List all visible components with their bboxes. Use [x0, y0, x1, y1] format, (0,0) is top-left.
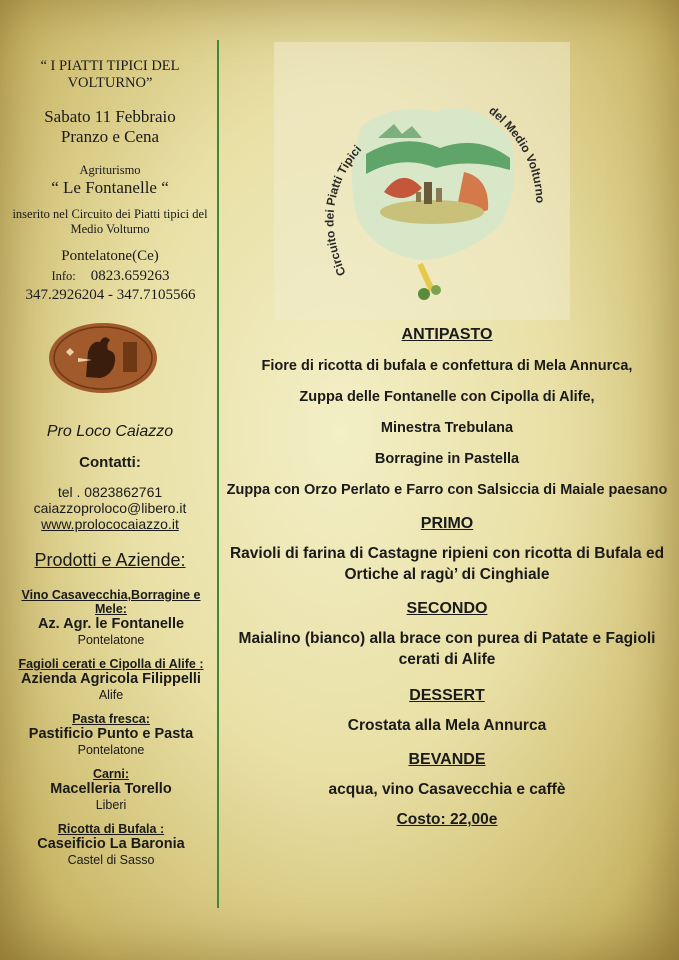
product-category: Carni:: [92, 767, 130, 781]
dish-antipasto-1: Fiore di ricotta di bufala e confettura di Mela Annurca,: [261, 358, 633, 374]
column-divider: [217, 40, 219, 908]
product-list: [8, 588, 214, 877]
product-company: Caseificio La Baronia: [37, 836, 185, 852]
meals-line: Pranzo e Cena: [60, 127, 160, 146]
website-link[interactable]: www.prolococaiazzo.it: [41, 516, 179, 532]
contacts-block: [10, 484, 210, 532]
proloco-name: Pro Loco Caiazzo: [46, 423, 174, 440]
product-category: Fagioli cerati e Cipolla di Alife :: [18, 657, 204, 671]
agriturismo-label: Agriturismo: [79, 163, 141, 177]
info-label: Info:: [51, 269, 76, 283]
dish-antipasto-5: Zuppa con Orzo Perlato e Farro con Salsiccia di Maiale paesano: [226, 482, 668, 498]
circuito-logo-icon: [274, 42, 570, 320]
dish-bevande: acqua, vino Casavecchia e caffè: [328, 781, 566, 798]
dessert-title: DESSERT: [409, 687, 485, 704]
info-line: [8, 267, 213, 286]
phone-2: 347.2926204 - 347.7105566: [25, 287, 196, 303]
prodotti-title: Prodotti e Aziende:: [34, 550, 186, 570]
email-link[interactable]: caiazzoproloco@libero.it: [33, 500, 187, 516]
logo-text-left: Circuito dei Piatti Tipici: [322, 142, 365, 279]
dish-antipasto-4: Borragine in Pastella: [374, 451, 520, 467]
product-location: Castel di Sasso: [67, 853, 155, 867]
product-item: [8, 822, 214, 867]
dish-primo: Ravioli di farina di Castagne ripieni con ricotta di Bufala ed Ortiche al ragù’ di Cinghiale: [229, 545, 665, 583]
product-location: Liberi: [95, 798, 127, 812]
product-item: [8, 588, 214, 647]
product-location: Pontelatone: [77, 633, 145, 647]
date-line: Sabato 11 Febbraio: [44, 107, 176, 126]
product-company: Pastificio Punto e Pasta: [28, 726, 194, 742]
agriturismo-name: “ Le Fontanelle “: [51, 178, 169, 197]
event-date: [10, 107, 210, 147]
secondo-title: SECONDO: [406, 600, 488, 617]
contatti-label: Contatti:: [79, 454, 141, 471]
product-item: [8, 712, 214, 757]
product-company: Az. Agr. le Fontanelle: [37, 616, 185, 632]
pro-loco-seal-icon: [48, 322, 158, 394]
event-title: “ I PIATTI TIPICI DEL VOLTURNO”: [40, 58, 180, 91]
info-phones: [8, 267, 213, 305]
menu: [222, 326, 672, 829]
town: Pontelatone(Ce): [61, 248, 159, 264]
primo-title: PRIMO: [420, 515, 474, 532]
product-category: Ricotta di Bufala :: [57, 822, 165, 836]
product-category: Pasta fresca:: [72, 712, 150, 726]
product-company: Macelleria Torello: [50, 781, 172, 797]
product-item: [8, 767, 214, 812]
logo-text-right: del Medio Volturno: [486, 103, 548, 204]
product-location: Pontelatone: [77, 743, 145, 757]
phone-1: 0823.659263: [90, 268, 170, 284]
product-category: Vino Casavecchia,Borragine e Mele:: [21, 588, 201, 616]
tel: tel . 0823862761: [57, 484, 163, 500]
product-item: [8, 657, 214, 702]
bevande-title: BEVANDE: [408, 751, 486, 768]
circuit-note: inserito nel Circuito dei Piatti tipici del Medio Volturno: [12, 207, 208, 236]
dish-dessert: Crostata alla Mela Annurca: [347, 717, 547, 734]
product-company: Azienda Agricola Filippelli: [21, 671, 201, 687]
dish-secondo: Maialino (bianco) alla brace con purea di Patate e Fagioli cerati di Alife: [238, 630, 656, 668]
dish-antipasto-2: Zuppa delle Fontanelle con Cipolla di Alife,: [299, 389, 595, 405]
dish-antipasto-3: Minestra Trebulana: [380, 420, 514, 436]
antipasto-title: ANTIPASTO: [401, 326, 493, 343]
costo: Costo: 22,00e: [396, 811, 498, 828]
product-location: Alife: [98, 688, 124, 702]
